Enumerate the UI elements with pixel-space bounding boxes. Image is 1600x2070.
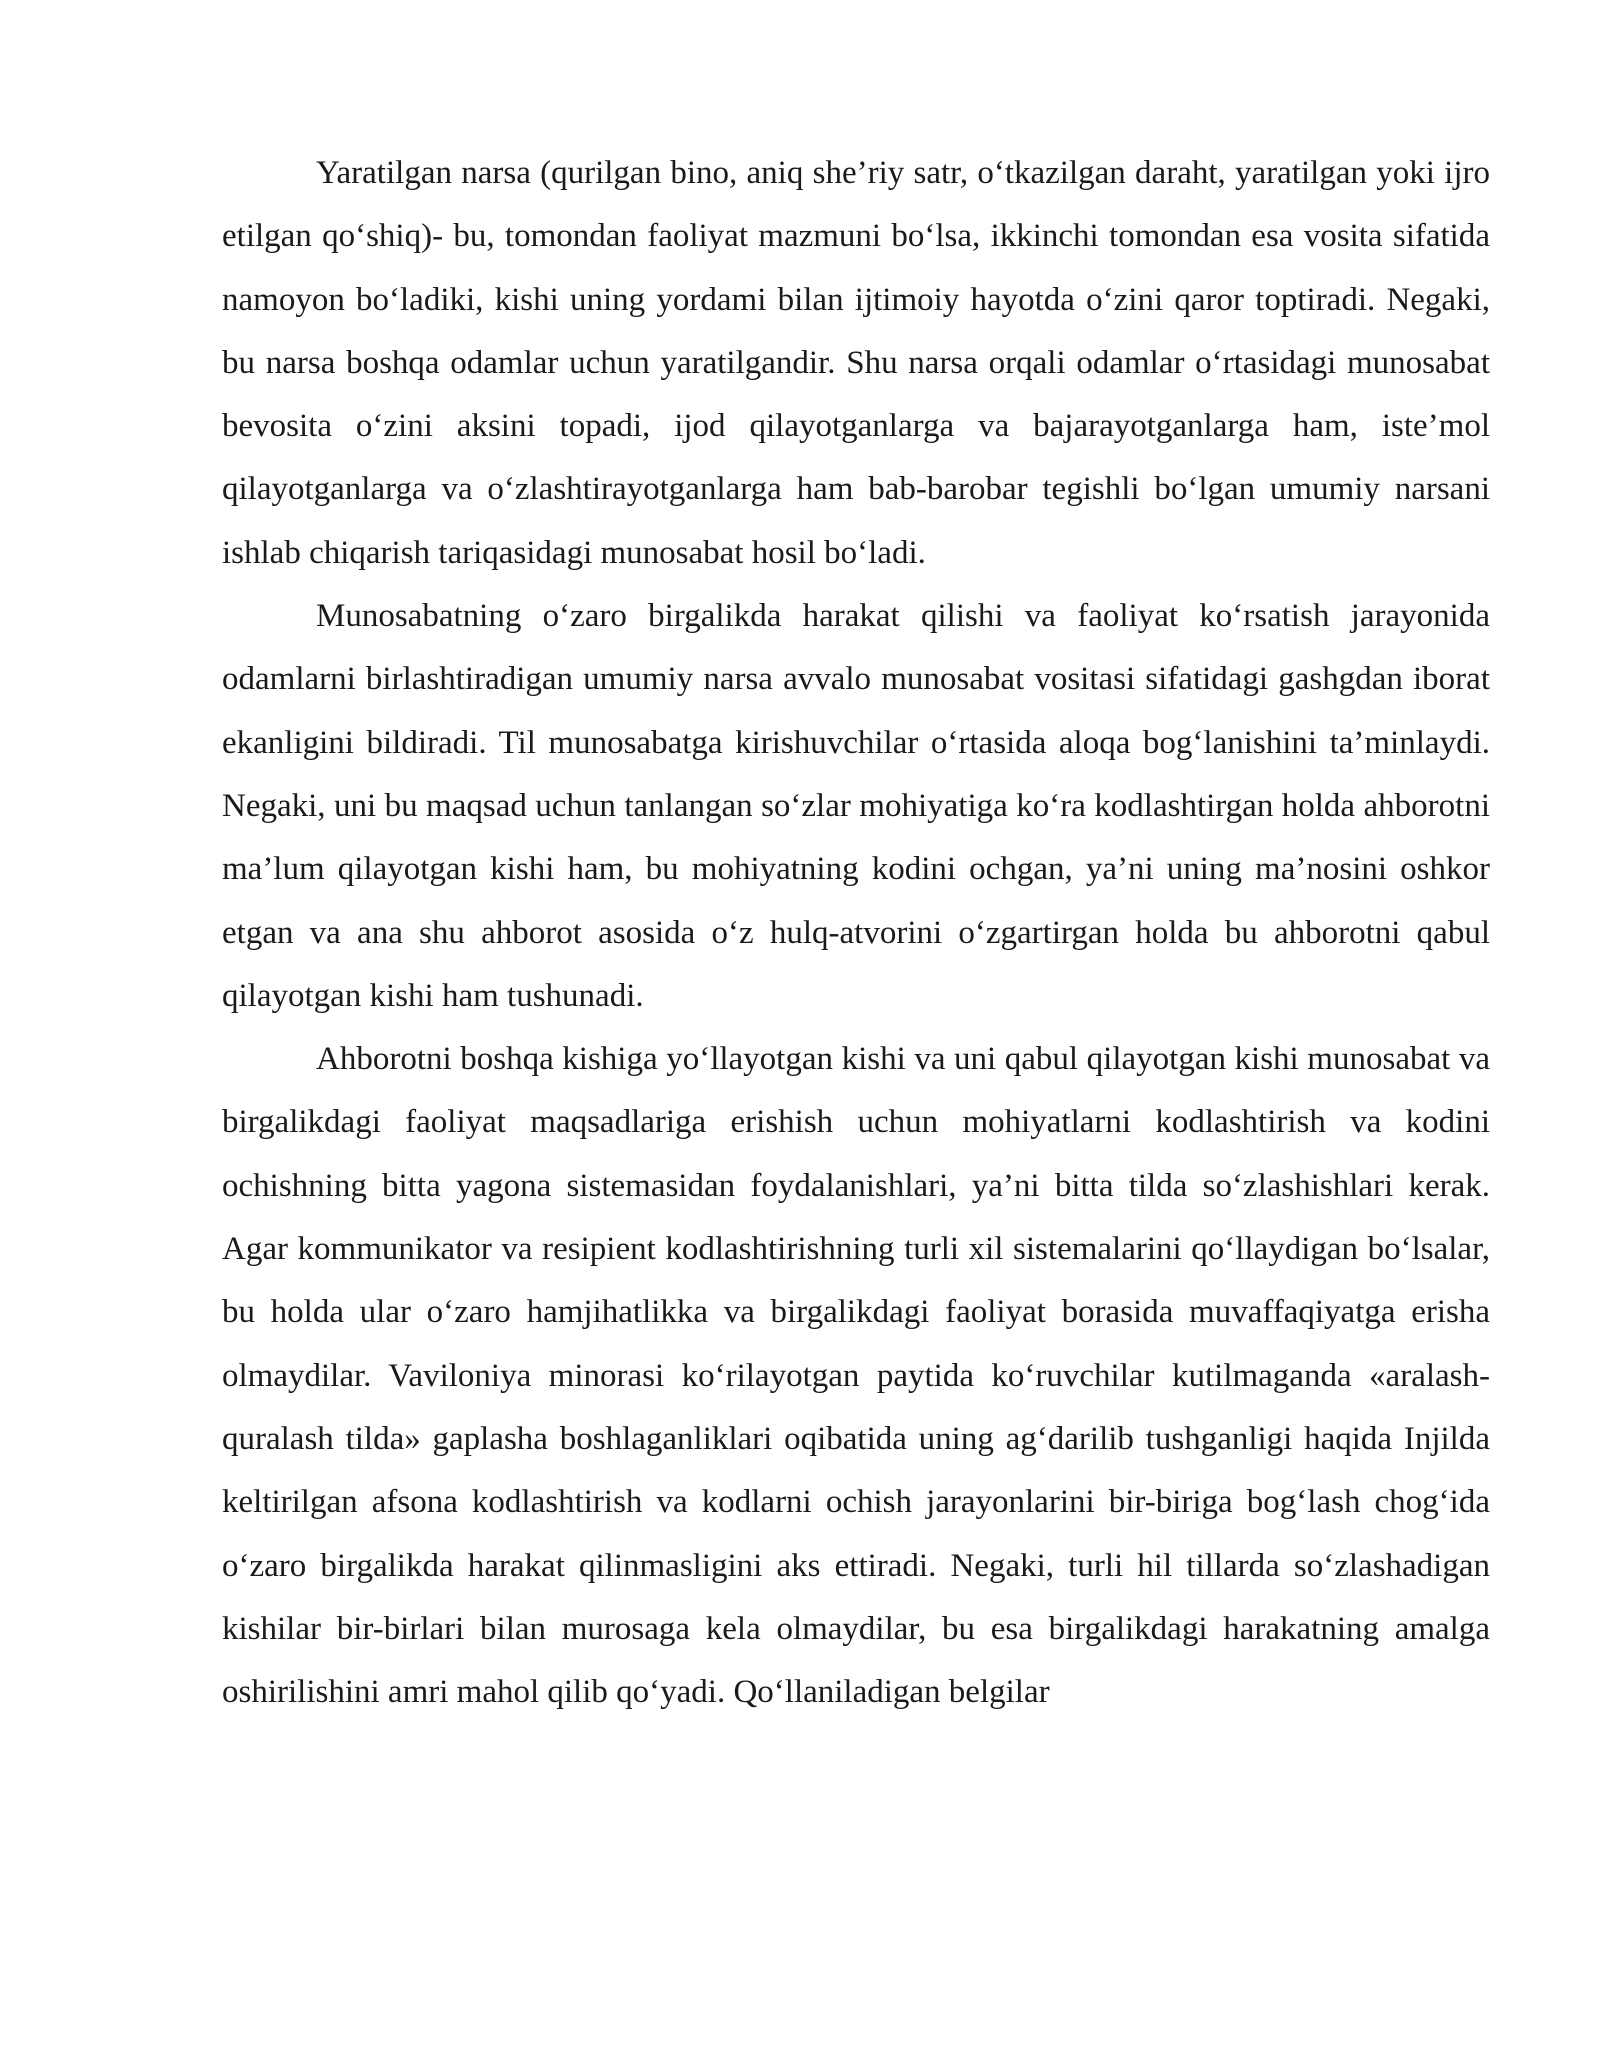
document-body [222, 142, 1490, 1724]
paragraph: Yaratilgan narsa (qurilgan bino, aniq she’riy satr, o‘tkazilgan daraht, yaratilgan yoki ijro etilgan qo‘shiq)- bu, tomondan faoliyat mazmuni bo‘lsa, ikkinchi tomondan esa vosita sifatida namoyon bo‘ladiki, kishi uning yordami bilan ijtimoiy hayotda o‘zini qaror toptiradi. Negaki, bu narsa boshqa odamlar uchun yaratilgandir. Shu narsa orqali odamlar o‘rtasidagi munosabat bevosita o‘zini aksini topadi, ijod qilayotganlarga va bajarayotganlarga ham, iste’mol qilayotganlarga va o‘zlashtirayotganlarga ham bab-barobar tegishli bo‘lgan umumiy narsani ishlab chiqarish tariqasidagi munosabat hosil bo‘ladi. [222, 155, 1490, 571]
paragraph: Ahborotni boshqa kishiga yo‘llayotgan kishi va uni qabul qilayotgan kishi munosabat va birgalikdagi faoliyat maqsadlariga erishish uchun mohiyatlarni kodlashtirish va kodini ochishning bitta yagona sistemasidan foydalanishlari, ya’ni bitta tilda so‘zlashishlari kerak. Agar kommunikator va resipient kodlashtirishning turli xil sistemalarini qo‘llaydigan bo‘lsalar, bu holda ular o‘zaro hamjihatlikka va birgalikdagi faoliyat borasida muvaffaqiyatga erisha olmaydilar. Vaviloniya minorasi ko‘rilayotgan paytida ko‘ruvchilar kutilmaganda «aralash-quralash tilda» gaplasha boshlaganliklari oqibatida uning ag‘darilib tushganligi haqida Injilda keltirilgan afsona kodlashtirish va kodlarni ochish jarayonlarini bir-biriga bog‘lash chog‘ida o‘zaro birgalikda harakat qilinmasligini aks ettiradi. Negaki, turli hil tillarda so‘zlashadigan kishilar bir-birlari bilan murosaga kela olmaydilar, bu esa birgalikdagi harakatning amalga oshirilishini amri mahol qilib qo‘yadi. Qo‘llaniladigan belgilar [222, 1041, 1490, 1711]
paragraph: Munosabatning o‘zaro birgalikda harakat qilishi va faoliyat ko‘rsatish jarayonida odamlarni birlashtiradigan umumiy narsa avvalo munosabat vositasi sifatidagi gashgdan iborat ekanligini bildiradi. Til munosabatga kirishuvchilar o‘rtasida aloqa bog‘lanishini ta’minlaydi. Negaki, uni bu maqsad uchun tanlangan so‘zlar mohiyatiga ko‘ra kodlashtirgan holda ahborotni ma’lum qilayotgan kishi ham, bu mohiyatning kodini ochgan, ya’ni uning ma’nosini oshkor etgan va ana shu ahborot asosida o‘z hulq-atvorini o‘zgartirgan holda bu ahborotni qabul qilayotgan kishi ham tushunadi. [222, 598, 1490, 1014]
